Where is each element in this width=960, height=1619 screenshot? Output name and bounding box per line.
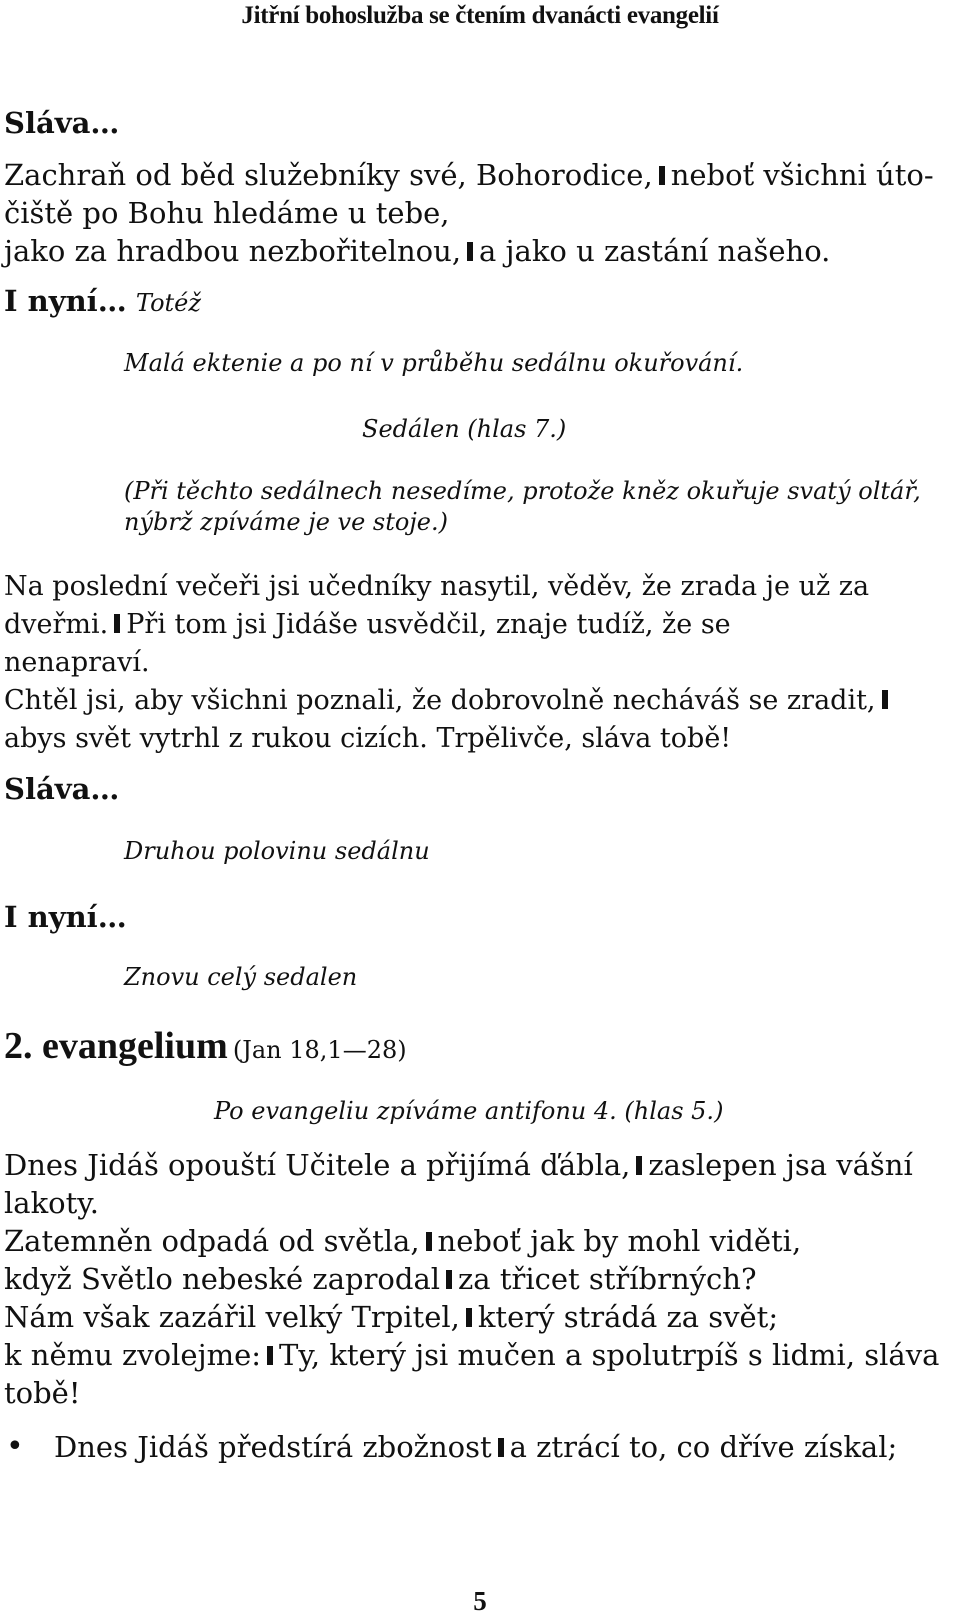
verse-divider-icon — [659, 166, 665, 185]
antifona-verse-4 — [4, 1298, 940, 1336]
text-segment: neboť jak by mohl viděti, — [437, 1224, 802, 1258]
text-segment: Zachraň od běd služebníky své, Bohorodice, — [4, 158, 653, 192]
bullet-line — [4, 1428, 940, 1466]
sedalen-line-3: nenapraví. — [4, 647, 150, 678]
verse-divider-icon — [882, 690, 888, 709]
slava-heading-1: Sláva… — [4, 106, 120, 140]
text-segment: Zatemněn odpadá od světla, — [4, 1224, 420, 1258]
verse-divider-icon — [636, 1156, 642, 1175]
verse-divider-icon — [466, 1308, 472, 1327]
text-segment: jako za hradbou nezbořitelnou, — [4, 234, 462, 268]
antifona-line-2: lakoty. — [4, 1186, 100, 1220]
i-nyni-label: I nyní… — [4, 284, 127, 318]
text-segment: neboť všichni úto- — [670, 158, 934, 192]
text-segment: Dnes Jidáš opouští Učitele a přijímá ďábla, — [4, 1148, 631, 1182]
antifona-line-4 — [4, 1260, 940, 1298]
text-segment: Ty, který jsi mučen a spolutrpíš s lidmi, sláva — [279, 1338, 940, 1372]
sedalen-text — [4, 568, 940, 758]
text-segment: Dnes Jidáš předstírá zbožnost — [54, 1430, 492, 1464]
rubric-note — [124, 476, 921, 538]
rubric-ektenie: Malá ektenie a po ní v průběhu sedálnu okuřování. — [124, 349, 744, 377]
troparion-line-3 — [4, 232, 940, 270]
verse-divider-icon — [446, 1270, 452, 1289]
rubric-druhou: Druhou polovinu sedálnu — [124, 837, 430, 865]
evangelium-title: 2. evangelium — [4, 1025, 228, 1067]
verse-divider-icon — [267, 1346, 273, 1365]
page-header: Jitřní bohoslužba se čtením dvanácti evangelií — [241, 2, 719, 29]
rubric-znovu: Znovu celý sedalen — [124, 963, 358, 991]
troparion — [4, 156, 940, 270]
text-segment: dveřmi. — [4, 609, 109, 640]
evangelium-heading — [4, 1024, 940, 1068]
text-segment: zaslepen jsa vášní — [648, 1148, 913, 1182]
text-segment: za třicet stříbrných? — [458, 1262, 757, 1296]
sedalen-title: Sedálen (hlas 7.) — [362, 415, 567, 443]
sedalen-line-4 — [4, 682, 940, 720]
antifona-line-6 — [4, 1336, 940, 1374]
text-segment: Nám však zazářil velký Trpitel, — [4, 1300, 460, 1334]
verse-divider-icon — [498, 1438, 504, 1457]
sedalen-line-2 — [4, 606, 940, 644]
sedalen-line-1: Na poslední večeři jsi učedníky nasytil, věděv, že zrada je už za — [4, 571, 870, 602]
verse-divider-icon — [467, 242, 473, 261]
sedalen-verse-1 — [4, 568, 940, 682]
text-segment: Chtěl jsi, aby všichni poznali, že dobrovolně necháváš se zradit, — [4, 685, 876, 716]
text-segment: a ztrácí to, co dříve získal; — [509, 1430, 898, 1464]
bullet-icon: • — [6, 1429, 24, 1464]
antifona-verse-1 — [4, 1146, 940, 1222]
i-nyni-heading-2: I nyní… — [4, 900, 127, 934]
antifona-line-3 — [4, 1222, 940, 1260]
troparion-line-2: čiště po Bohu hledáme u tebe, — [4, 196, 450, 230]
text-segment: který strádá za svět; — [477, 1300, 779, 1334]
antifona-text — [4, 1146, 940, 1412]
bullet-text — [4, 1428, 940, 1466]
antifona-verse-3 — [4, 1260, 940, 1298]
text-segment: když Světlo nebeské zaprodal — [4, 1262, 441, 1296]
sedalen-line-5: abys svět vytrhl z rukou cizích. Trpělivče, sláva tobě! — [4, 723, 732, 754]
page-number: 5 — [473, 1586, 487, 1616]
antifona-verse-2 — [4, 1222, 940, 1260]
rubric-note-line-1: (Při těchto sedálnech nesedíme, protože kněz okuřuje svatý oltář, — [124, 477, 921, 505]
antifona-line-7: tobě! — [4, 1376, 81, 1410]
evangelium-reference: (Jan 18,1—28) — [232, 1036, 407, 1064]
i-nyni-rubric: Totéž — [135, 289, 202, 317]
troparion-line-1 — [4, 156, 940, 194]
antifona-line-5 — [4, 1298, 940, 1336]
text-segment: a jako u zastání našeho. — [479, 234, 831, 268]
rubric-note-line-2: nýbrž zpíváme je ve stoje.) — [124, 508, 448, 536]
rubric-antifona: Po evangeliu zpíváme antifonu 4. (hlas 5.) — [214, 1097, 724, 1125]
sedalen-verse-2 — [4, 682, 940, 758]
verse-divider-icon — [426, 1232, 432, 1251]
text-segment: k němu zvolejme: — [4, 1338, 262, 1372]
antifona-verse-5 — [4, 1336, 940, 1412]
verse-divider-icon — [114, 614, 120, 633]
antifona-line-1 — [4, 1146, 940, 1184]
i-nyni-line-1 — [4, 282, 940, 322]
text-segment: Při tom jsi Jidáše usvědčil, znaje tudíž, že se — [126, 609, 731, 640]
slava-heading-2: Sláva… — [4, 772, 120, 806]
